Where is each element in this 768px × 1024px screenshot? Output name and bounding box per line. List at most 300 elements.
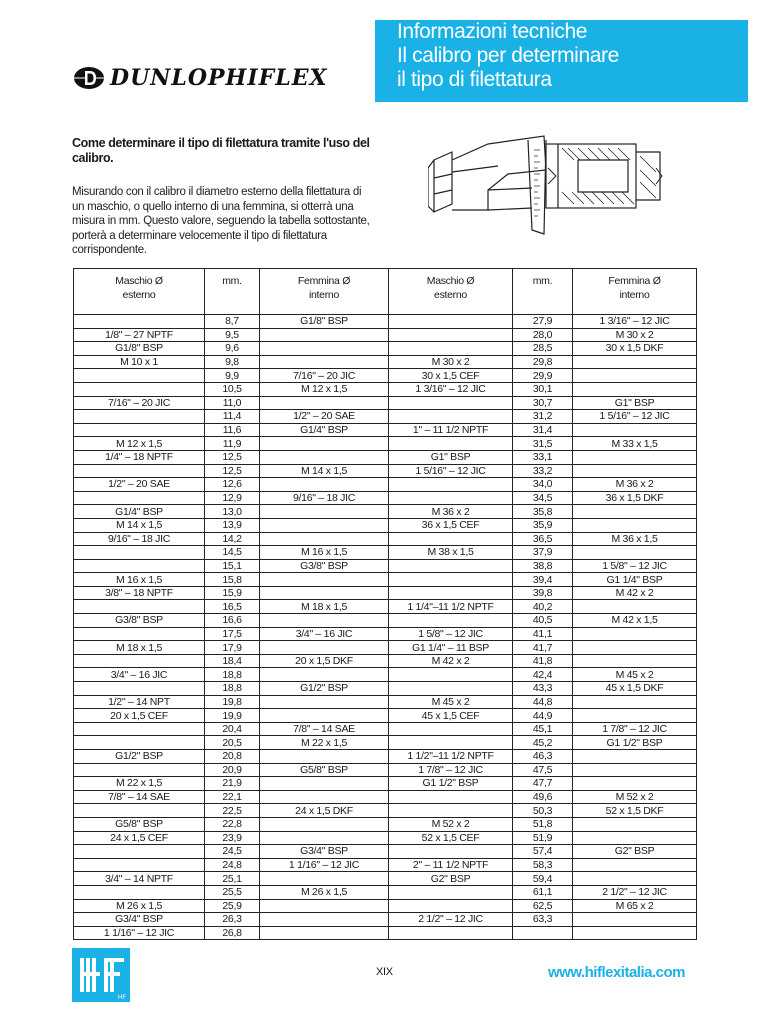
table-cell: 14,2 xyxy=(205,532,260,546)
table-cell: 61,1 xyxy=(513,885,573,899)
table-cell xyxy=(260,872,389,886)
table-cell: 27,9 xyxy=(513,315,573,329)
table-cell: G1" BSP xyxy=(389,450,513,464)
table-cell: 52 x 1,5 DKF xyxy=(573,804,697,818)
table-cell xyxy=(260,614,389,628)
table-row xyxy=(74,872,697,886)
table-cell xyxy=(573,817,697,831)
table-cell xyxy=(260,532,389,546)
table-cell: 43,3 xyxy=(513,682,573,696)
table-cell: 26,3 xyxy=(205,913,260,927)
table-cell: 36 x 1,5 DKF xyxy=(573,491,697,505)
table-cell: 47,5 xyxy=(513,763,573,777)
table-row xyxy=(74,369,697,383)
table-row xyxy=(74,573,697,587)
table-cell: 8,7 xyxy=(205,315,260,329)
table-cell xyxy=(573,763,697,777)
table-cell: G3/8" BSP xyxy=(260,559,389,573)
table-cell: 9,8 xyxy=(205,355,260,369)
table-cell xyxy=(389,845,513,859)
table-row xyxy=(74,777,697,791)
table-cell: G1 1/2" BSP xyxy=(389,777,513,791)
website-link[interactable]: www.hiflexitalia.com xyxy=(548,964,685,981)
table-cell: 1 3/16" – 12 JIC xyxy=(573,315,697,329)
table-cell: M 42 x 1,5 xyxy=(573,614,697,628)
table-row xyxy=(74,695,697,709)
table-cell xyxy=(573,464,697,478)
table-cell: 18,8 xyxy=(205,668,260,682)
table-cell: 59,4 xyxy=(513,872,573,886)
table-cell: 20,4 xyxy=(205,722,260,736)
table-cell: 1 1/4"–11 1/2 NPTF xyxy=(389,600,513,614)
table-cell: 1 7/8" – 12 JIC xyxy=(573,722,697,736)
table-cell xyxy=(74,382,205,396)
table-cell xyxy=(260,396,389,410)
thread-table xyxy=(73,268,697,940)
table-cell: 19,9 xyxy=(205,709,260,723)
table-cell: 29,9 xyxy=(513,369,573,383)
table-cell: 63,3 xyxy=(513,913,573,927)
table-cell: 13,9 xyxy=(205,518,260,532)
table-cell: 44,8 xyxy=(513,695,573,709)
table-row xyxy=(74,342,697,356)
table-cell xyxy=(74,858,205,872)
table-cell: 3/8" – 18 NPTF xyxy=(74,586,205,600)
table-cell: 18,4 xyxy=(205,654,260,668)
table-cell: 38,8 xyxy=(513,559,573,573)
table-cell xyxy=(573,546,697,560)
table-cell: 34,5 xyxy=(513,491,573,505)
table-cell: 31,4 xyxy=(513,423,573,437)
table-cell: 45,2 xyxy=(513,736,573,750)
table-row xyxy=(74,790,697,804)
table-cell xyxy=(74,491,205,505)
table-cell: G5/8" BSP xyxy=(74,817,205,831)
table-cell xyxy=(74,682,205,696)
table-cell xyxy=(260,709,389,723)
table-cell xyxy=(74,559,205,573)
table-cell xyxy=(389,491,513,505)
table-cell xyxy=(74,654,205,668)
table-row xyxy=(74,750,697,764)
table-cell: 29,8 xyxy=(513,355,573,369)
table-cell: M 16 x 1,5 xyxy=(260,546,389,560)
table-cell: 1 7/8" – 12 JIC xyxy=(389,763,513,777)
table-cell: M 30 x 2 xyxy=(573,328,697,342)
table-row xyxy=(74,546,697,560)
table-cell xyxy=(260,913,389,927)
table-cell xyxy=(573,600,697,614)
table-cell: 26,8 xyxy=(205,926,260,940)
table-cell: G1" BSP xyxy=(573,396,697,410)
table-cell: 2 1/2" – 12 JIC xyxy=(389,913,513,927)
table-cell: 35,9 xyxy=(513,518,573,532)
table-cell: M 42 x 2 xyxy=(573,586,697,600)
table-cell: 30 x 1,5 DKF xyxy=(573,342,697,356)
table-cell xyxy=(389,328,513,342)
table-cell xyxy=(260,777,389,791)
table-cell: 23,9 xyxy=(205,831,260,845)
table-cell xyxy=(389,790,513,804)
table-row xyxy=(74,491,697,505)
table-cell: M 45 x 2 xyxy=(389,695,513,709)
table-cell: 42,4 xyxy=(513,668,573,682)
table-cell: 10,5 xyxy=(205,382,260,396)
table-cell: 31,2 xyxy=(513,410,573,424)
column-header: mm. xyxy=(205,269,260,315)
table-cell: M 26 x 1,5 xyxy=(260,885,389,899)
table-row xyxy=(74,736,697,750)
table-cell xyxy=(74,546,205,560)
column-header: mm. xyxy=(513,269,573,315)
brand-logo-text: DUNLOPHIFLEX xyxy=(110,65,328,91)
table-cell xyxy=(74,464,205,478)
table-cell xyxy=(74,804,205,818)
table-row xyxy=(74,505,697,519)
table-cell: 3/4" – 14 NPTF xyxy=(74,872,205,886)
table-cell: 13,0 xyxy=(205,505,260,519)
table-cell: 37,9 xyxy=(513,546,573,560)
table-cell: 22,1 xyxy=(205,790,260,804)
table-cell xyxy=(260,641,389,655)
table-cell xyxy=(260,695,389,709)
table-cell xyxy=(573,777,697,791)
table-cell xyxy=(573,355,697,369)
intro-section xyxy=(72,136,372,258)
table-cell xyxy=(260,355,389,369)
table-cell: 51,8 xyxy=(513,817,573,831)
table-cell: 33,2 xyxy=(513,464,573,478)
header-line-1: Informazioni tecniche xyxy=(397,20,588,43)
table-row xyxy=(74,804,697,818)
table-cell: 22,8 xyxy=(205,817,260,831)
table-cell: 35,8 xyxy=(513,505,573,519)
table-row xyxy=(74,913,697,927)
table-cell: 41,7 xyxy=(513,641,573,655)
table-cell: 7/8" – 14 SAE xyxy=(260,722,389,736)
table-row xyxy=(74,668,697,682)
table-cell: G1 1/2" BSP xyxy=(573,736,697,750)
table-cell xyxy=(389,586,513,600)
table-cell xyxy=(573,382,697,396)
table-cell xyxy=(573,641,697,655)
dunlop-d-emblem-icon xyxy=(72,63,106,93)
table-cell xyxy=(260,926,389,940)
table-cell: 7/8" – 14 SAE xyxy=(74,790,205,804)
table-cell xyxy=(573,518,697,532)
table-cell: 3/4" – 16 JIC xyxy=(74,668,205,682)
table-cell: 1 5/8" – 12 JIC xyxy=(389,627,513,641)
table-cell xyxy=(573,913,697,927)
table-cell: 39,8 xyxy=(513,586,573,600)
table-cell: 9/16" – 18 JIC xyxy=(74,532,205,546)
table-cell: 39,4 xyxy=(513,573,573,587)
table-cell: 15,1 xyxy=(205,559,260,573)
table-cell: 30,7 xyxy=(513,396,573,410)
header-line-2: Il calibro per determinare xyxy=(397,44,619,67)
table-cell xyxy=(260,437,389,451)
table-cell: 15,9 xyxy=(205,586,260,600)
table-cell: 50,3 xyxy=(513,804,573,818)
table-cell xyxy=(389,682,513,696)
table-cell xyxy=(389,722,513,736)
table-cell: 20 x 1,5 CEF xyxy=(74,709,205,723)
table-row xyxy=(74,763,697,777)
table-cell: 34,0 xyxy=(513,478,573,492)
table-cell: 16,5 xyxy=(205,600,260,614)
table-cell: 11,6 xyxy=(205,423,260,437)
table-cell xyxy=(573,872,697,886)
table-cell xyxy=(389,342,513,356)
table-cell xyxy=(74,722,205,736)
table-row xyxy=(74,450,697,464)
table-cell: 30 x 1,5 CEF xyxy=(389,369,513,383)
table-row xyxy=(74,885,697,899)
table-row xyxy=(74,831,697,845)
table-row xyxy=(74,478,697,492)
table-row xyxy=(74,586,697,600)
table-cell: M 65 x 2 xyxy=(573,899,697,913)
table-cell xyxy=(389,532,513,546)
table-cell: 2 1/2" – 12 JIC xyxy=(573,885,697,899)
table-cell xyxy=(389,437,513,451)
table-cell: 45,1 xyxy=(513,722,573,736)
table-cell: 12,5 xyxy=(205,450,260,464)
table-cell: 40,2 xyxy=(513,600,573,614)
table-cell: M 18 x 1,5 xyxy=(74,641,205,655)
table-cell xyxy=(389,559,513,573)
table-cell: 25,1 xyxy=(205,872,260,886)
table-row xyxy=(74,355,697,369)
table-cell: 16,6 xyxy=(205,614,260,628)
table-cell: 24 x 1,5 CEF xyxy=(74,831,205,845)
table-cell: 41,1 xyxy=(513,627,573,641)
table-cell: 1/2" – 20 SAE xyxy=(260,410,389,424)
table-cell: 36,5 xyxy=(513,532,573,546)
table-cell xyxy=(74,423,205,437)
table-cell xyxy=(260,518,389,532)
table-cell: M 42 x 2 xyxy=(389,654,513,668)
table-cell: G1/2" BSP xyxy=(260,682,389,696)
table-cell: M 16 x 1,5 xyxy=(74,573,205,587)
table-row xyxy=(74,709,697,723)
table-cell: M 36 x 1,5 xyxy=(573,532,697,546)
intro-title: Come determinare il tipo di filettatura tramite l'uso del calibro. xyxy=(72,136,370,165)
footer-logo-text: HF xyxy=(118,995,126,1001)
table-cell: 2" – 11 1/2 NPTF xyxy=(389,858,513,872)
table-cell: 30,1 xyxy=(513,382,573,396)
caliper-measuring-fitting-drawing-icon xyxy=(428,130,664,250)
table-cell: G2" BSP xyxy=(573,845,697,859)
table-cell xyxy=(74,736,205,750)
table-cell xyxy=(573,505,697,519)
table-cell xyxy=(573,926,697,940)
table-cell xyxy=(573,627,697,641)
table-cell: G3/8" BSP xyxy=(74,614,205,628)
table-cell: M 52 x 2 xyxy=(573,790,697,804)
table-cell: 52 x 1,5 CEF xyxy=(389,831,513,845)
table-cell: M 14 x 1,5 xyxy=(260,464,389,478)
table-cell: 20,9 xyxy=(205,763,260,777)
table-cell xyxy=(260,328,389,342)
table-cell xyxy=(260,505,389,519)
table-cell: 31,5 xyxy=(513,437,573,451)
table-cell: 1 3/16" – 12 JIC xyxy=(389,382,513,396)
table-cell xyxy=(389,804,513,818)
table-cell: 28,0 xyxy=(513,328,573,342)
table-row xyxy=(74,423,697,437)
table-cell xyxy=(573,450,697,464)
table-cell: M 36 x 2 xyxy=(573,478,697,492)
table-cell: M 12 x 1,5 xyxy=(74,437,205,451)
table-cell: 1/2" – 20 SAE xyxy=(74,478,205,492)
table-cell: 46,3 xyxy=(513,750,573,764)
table-cell xyxy=(573,858,697,872)
table-cell: 20 x 1,5 DKF xyxy=(260,654,389,668)
table-cell xyxy=(260,750,389,764)
table-cell xyxy=(260,668,389,682)
table-cell: 62,5 xyxy=(513,899,573,913)
table-cell: 7/16" – 20 JIC xyxy=(260,369,389,383)
table-row xyxy=(74,654,697,668)
table-cell xyxy=(260,450,389,464)
table-cell: 25,9 xyxy=(205,899,260,913)
table-cell: 1 1/16" – 12 JIC xyxy=(74,926,205,940)
table-cell xyxy=(573,423,697,437)
table-cell: 17,5 xyxy=(205,627,260,641)
table-header-row xyxy=(74,269,697,315)
table-cell: 1/2" – 14 NPT xyxy=(74,695,205,709)
table-row xyxy=(74,600,697,614)
table-cell: 11,9 xyxy=(205,437,260,451)
table-cell: 1/8" – 27 NPTF xyxy=(74,328,205,342)
table-cell xyxy=(573,831,697,845)
table-cell xyxy=(389,315,513,329)
brand-logo xyxy=(72,60,372,96)
table-cell: 12,9 xyxy=(205,491,260,505)
column-header: Femmina Ø interno xyxy=(260,269,389,315)
table-cell: M 36 x 2 xyxy=(389,505,513,519)
table-cell: 9,5 xyxy=(205,328,260,342)
table-cell xyxy=(74,763,205,777)
table-row xyxy=(74,627,697,641)
table-cell xyxy=(389,573,513,587)
table-cell: 1" – 11 1/2 NPTF xyxy=(389,423,513,437)
table-row xyxy=(74,315,697,329)
table-cell: G1/2" BSP xyxy=(74,750,205,764)
table-cell: 45 x 1,5 CEF xyxy=(389,709,513,723)
table-cell: G1 1/4" – 11 BSP xyxy=(389,641,513,655)
table-cell: 1 1/2"–11 1/2 NPTF xyxy=(389,750,513,764)
table-row xyxy=(74,382,697,396)
table-cell: 11,4 xyxy=(205,410,260,424)
table-cell: 51,9 xyxy=(513,831,573,845)
hiflex-hf-logo-icon xyxy=(72,948,130,1002)
table-cell: 1 5/16" – 12 JIC xyxy=(573,410,697,424)
table-cell xyxy=(74,845,205,859)
table-row xyxy=(74,559,697,573)
table-cell xyxy=(389,410,513,424)
table-row xyxy=(74,410,697,424)
table-cell xyxy=(513,926,573,940)
table-row xyxy=(74,722,697,736)
table-cell: M 12 x 1,5 xyxy=(260,382,389,396)
table-cell: 18,8 xyxy=(205,682,260,696)
table-cell: 12,5 xyxy=(205,464,260,478)
table-cell: G1 1/4" BSP xyxy=(573,573,697,587)
table-cell: 21,9 xyxy=(205,777,260,791)
table-cell xyxy=(389,614,513,628)
table-cell xyxy=(573,750,697,764)
table-cell: 1 1/16" – 12 JIC xyxy=(260,858,389,872)
table-row xyxy=(74,437,697,451)
table-cell xyxy=(260,790,389,804)
table-cell: G1/8" BSP xyxy=(74,342,205,356)
table-row xyxy=(74,532,697,546)
table-cell: 41,8 xyxy=(513,654,573,668)
table-cell xyxy=(260,586,389,600)
table-row xyxy=(74,614,697,628)
table-cell xyxy=(389,736,513,750)
table-cell xyxy=(389,926,513,940)
table-cell: M 52 x 2 xyxy=(389,817,513,831)
table-cell xyxy=(260,478,389,492)
table-row xyxy=(74,464,697,478)
table-cell: M 38 x 1,5 xyxy=(389,546,513,560)
table-cell: 15,8 xyxy=(205,573,260,587)
table-cell: 22,5 xyxy=(205,804,260,818)
table-cell: M 14 x 1,5 xyxy=(74,518,205,532)
table-cell xyxy=(74,600,205,614)
table-row xyxy=(74,641,697,655)
table-cell xyxy=(260,831,389,845)
table-cell xyxy=(74,885,205,899)
table-cell: 1/4" – 18 NPTF xyxy=(74,450,205,464)
table-cell xyxy=(260,817,389,831)
table-cell: 20,5 xyxy=(205,736,260,750)
table-cell xyxy=(573,695,697,709)
table-cell: 24 x 1,5 DKF xyxy=(260,804,389,818)
table-cell: M 22 x 1,5 xyxy=(74,777,205,791)
header-banner xyxy=(375,20,748,102)
table-cell: 49,6 xyxy=(513,790,573,804)
table-cell: 25,5 xyxy=(205,885,260,899)
table-row xyxy=(74,396,697,410)
table-cell: M 26 x 1,5 xyxy=(74,899,205,913)
table-row xyxy=(74,858,697,872)
table-cell xyxy=(573,709,697,723)
table-row xyxy=(74,926,697,940)
table-cell: 20,8 xyxy=(205,750,260,764)
table-cell xyxy=(389,668,513,682)
table-cell: 33,1 xyxy=(513,450,573,464)
table-cell: G1/4" BSP xyxy=(260,423,389,437)
table-cell: M 10 x 1 xyxy=(74,355,205,369)
column-header: Maschio Ø esterno xyxy=(389,269,513,315)
table-cell xyxy=(260,342,389,356)
table-cell: 57,4 xyxy=(513,845,573,859)
table-cell: G1/8" BSP xyxy=(260,315,389,329)
table-cell: G5/8" BSP xyxy=(260,763,389,777)
table-cell: M 30 x 2 xyxy=(389,355,513,369)
table-cell xyxy=(389,885,513,899)
table-cell: G2" BSP xyxy=(389,872,513,886)
table-cell: M 33 x 1,5 xyxy=(573,437,697,451)
table-cell: 9,9 xyxy=(205,369,260,383)
table-cell: 36 x 1,5 CEF xyxy=(389,518,513,532)
table-cell xyxy=(74,627,205,641)
table-row xyxy=(74,817,697,831)
